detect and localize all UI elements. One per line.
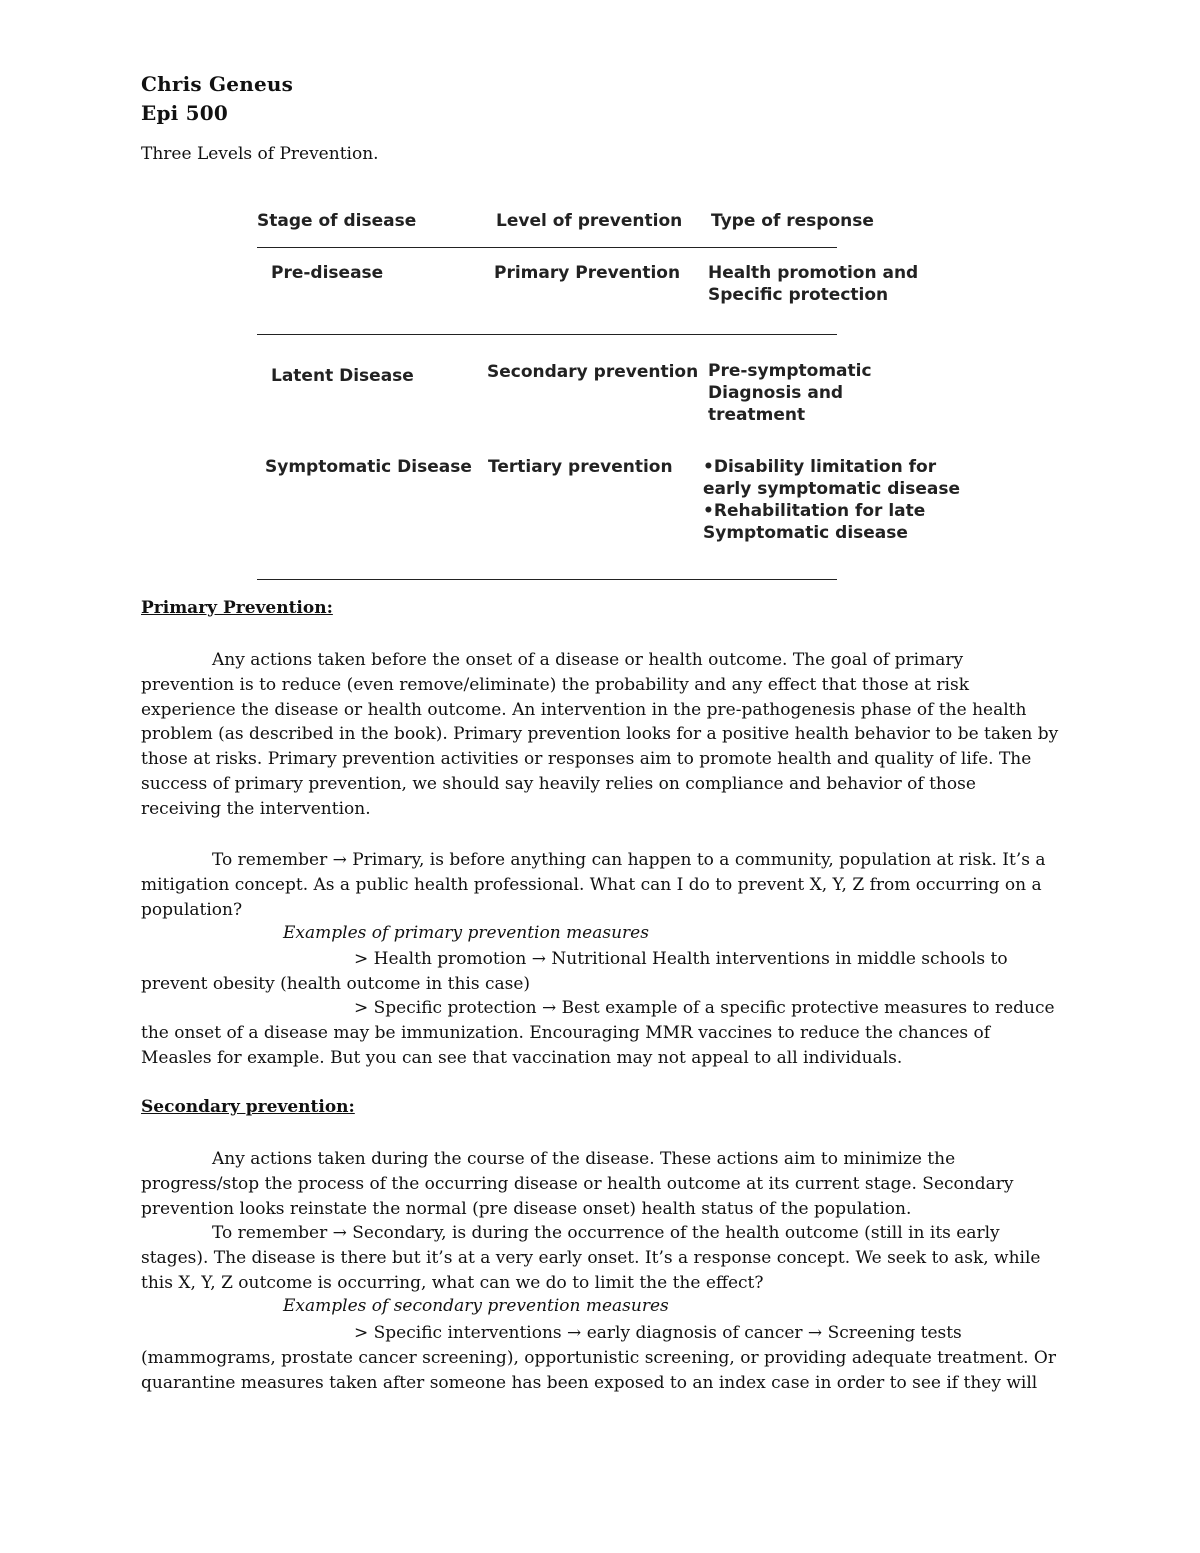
- primary-paragraph-1: [141, 648, 1061, 822]
- table-rule: [257, 579, 837, 580]
- response-line: treatment: [708, 405, 806, 425]
- column-header-level: Level of prevention: [496, 211, 683, 231]
- document-subtitle: Three Levels of Prevention.: [141, 144, 379, 164]
- paragraph-text: To remember → Secondary, is during the occurrence of the health outcome (still in its early stages). The disease is there but it’s at a very early onset. It’s a response concept. We seek to ask, while this X, Y, Z outcome is occurring, what can we do to limit the the effect?: [141, 1223, 1041, 1293]
- response-line: Health promotion and: [708, 263, 919, 283]
- secondary-paragraph-2: [141, 1221, 1061, 1295]
- response-line: •Rehabilitation for late: [703, 501, 926, 521]
- table-rule: [257, 247, 837, 248]
- table-rule: [257, 334, 837, 335]
- response-line: Symptomatic disease: [703, 523, 908, 543]
- prevention-levels-table: [255, 205, 961, 590]
- primary-example-2: [141, 996, 1061, 1070]
- example-text: > Specific protection → Best example of a specific protective measures to reduce the onset of a disease may be immunization. Encouraging MMR vaccines to reduce the chances of Measles for example. But you can see that vaccination may not appeal to all individuals.: [141, 998, 1055, 1068]
- course-code: Epi 500: [141, 101, 228, 125]
- example-text: > Specific interventions → early diagnosis of cancer → Screening tests (mammograms, prostate cancer screening), opportunistic screening, or providing adequate treatment. Or quarantine measures taken after someone has been exposed to an index case in order to see if they will: [141, 1323, 1056, 1393]
- column-header-response: Type of response: [711, 211, 874, 231]
- row-level-tertiary: Tertiary prevention: [488, 457, 673, 477]
- secondary-examples-heading: Examples of secondary prevention measures: [283, 1296, 669, 1316]
- response-line: Diagnosis and: [708, 383, 844, 403]
- secondary-example-1: [141, 1321, 1061, 1395]
- row-level-primary: Primary Prevention: [494, 263, 681, 283]
- response-line: •Disability limitation for: [703, 457, 937, 477]
- primary-example-1: [141, 947, 1061, 997]
- row-response-secondary: [708, 360, 872, 426]
- section-title-secondary: Secondary prevention:: [141, 1097, 355, 1117]
- secondary-paragraph-1: [141, 1147, 1061, 1221]
- row-level-secondary: Secondary prevention: [487, 362, 699, 382]
- row-response-tertiary: [703, 456, 960, 544]
- section-title-primary: Primary Prevention:: [141, 598, 333, 618]
- response-line: Specific protection: [708, 285, 889, 305]
- row-response-primary: [708, 262, 918, 306]
- primary-examples-heading: Examples of primary prevention measures: [283, 923, 649, 943]
- row-stage-pre-disease: Pre-disease: [271, 263, 384, 283]
- row-stage-latent: Latent Disease: [271, 366, 414, 386]
- response-line: Pre-symptomatic: [708, 361, 872, 381]
- paragraph-text: Any actions taken during the course of the disease. These actions aim to minimize the progress/stop the process of the occurring disease or health outcome at its current stage. Secondary prevention looks reinstate the normal (pre disease onset) health status of the population.: [141, 1149, 1014, 1219]
- column-header-stage: Stage of disease: [257, 211, 417, 231]
- response-line: early symptomatic disease: [703, 479, 961, 499]
- paragraph-text: To remember → Primary, is before anything can happen to a community, population at risk. It’s a mitigation concept. As a public health professional. What can I do to prevent X, Y, Z from occurring on a population?: [141, 850, 1046, 920]
- row-stage-symptomatic: Symptomatic Disease: [265, 457, 472, 477]
- example-text: > Health promotion → Nutritional Health interventions in middle schools to prevent obesity (health outcome in this case): [141, 949, 1008, 994]
- author-name: Chris Geneus: [141, 72, 294, 96]
- paragraph-text: Any actions taken before the onset of a disease or health outcome. The goal of primary prevention is to reduce (even remove/eliminate) the probability and any effect that those at risk experience the disease or health outcome. An intervention in the pre-pathogenesis phase of the health problem (as described in the book). Primary prevention looks for a positive health behavior to be taken by those at risks. Primary prevention activities or responses aim to promote health and quality of life. The success of primary prevention, we should say heavily relies on compliance and behavior of those receiving the intervention.: [141, 650, 1059, 819]
- primary-paragraph-2: [141, 848, 1061, 922]
